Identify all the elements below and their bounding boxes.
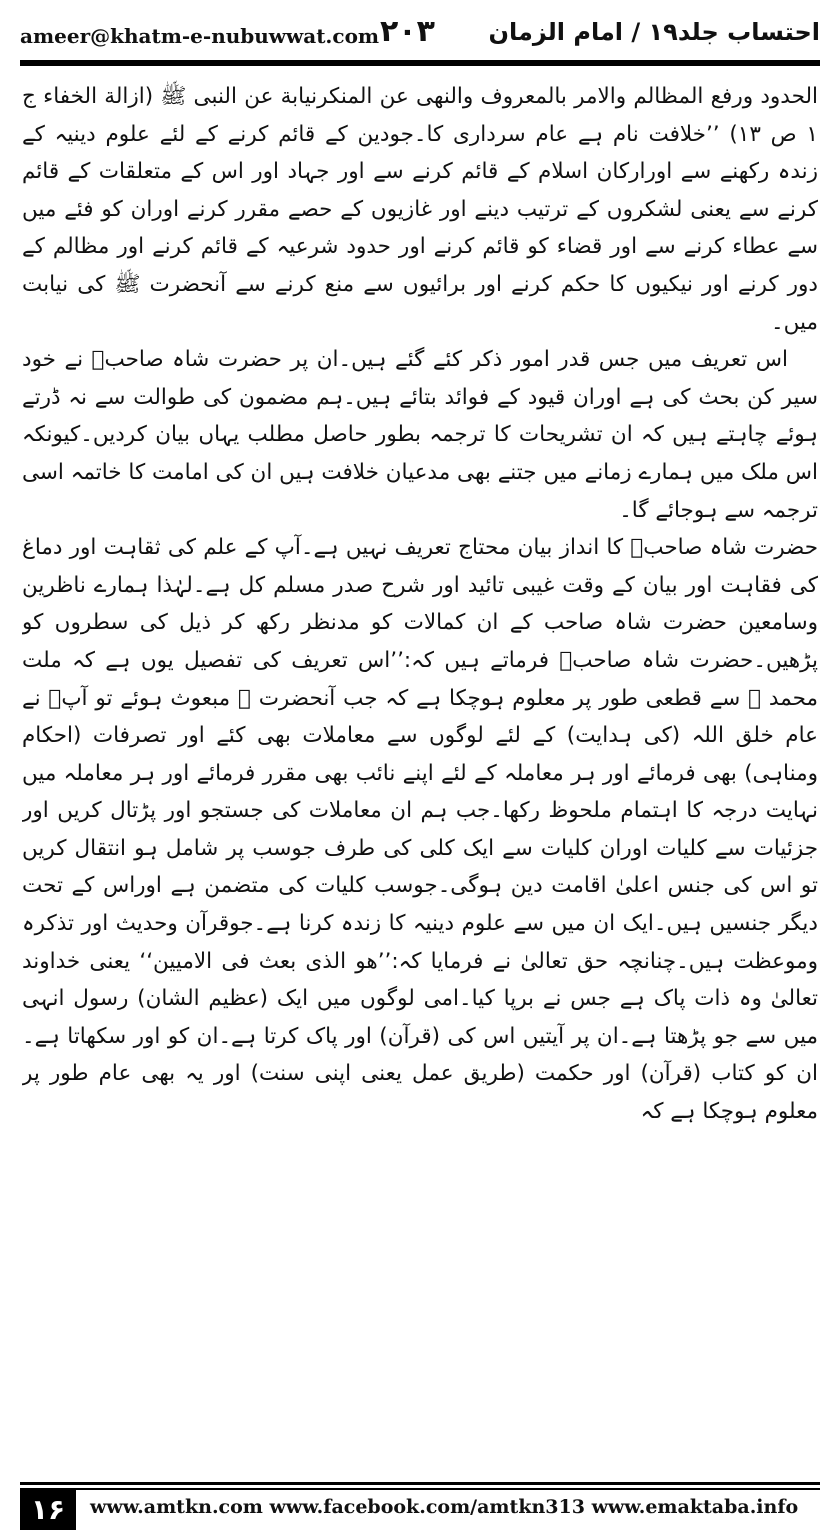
document-body [22, 78, 818, 1466]
page-footer [20, 1478, 820, 1530]
header-rule [20, 60, 820, 66]
footer-rule [20, 1482, 820, 1485]
paragraph-3: حضرت شاہ صاحبؒ کا انداز بیان محتاج تعریف نہیں ہے۔آپ کے علم کی ثقاہت اور دماغ کی فقاہت اور بیان کے وقت غیبی تائید اور شرح صدر مسلم کل ہے۔لہٰذا ہمارے ناظرین وسامعین حضرت شاہ صاحب کے ان کمالات کو مدنظر رکھ کر ذیل کی سطروں کو پڑھیں۔حضرت شاہ صاحبؒ فرماتے ہیں کہ:’’اس تعریف کی تفصیل یوں ہے کہ ملت محمد ﷺ سے قطعی طور پر معلوم ہوچکا ہے کہ جب آنحضرت ﷺ مبعوث ہوئے تو آپؐ نے عام خلق اللہ (کی ہدایت) کے لئے لوگوں سے معاملات بھی کئے اور تصرفات (احکام ومناہی) بھی فرمائے اور ہر معاملہ کے لئے اپنے نائب بھی مقرر فرمائے اور ہر معاملہ میں نہایت درجہ کا اہتمام ملحوظ رکھا۔جب ہم ان معاملات کی جستجو اور پڑتال کریں اور جزئیات سے کلیات اوران کلیات سے ایک کلی کی طرف جوسب پر شامل ہو انتقال کریں تو اس کی جنس اعلیٰ اقامت دین ہوگی۔جوسب کلیات کی متضمن ہے اوراس کے تحت دیگر جنسیں ہیں۔ایک ان میں سے علوم دینیہ کا زندہ کرنا ہے۔جوقرآن وحدیث اور تذکرہ وموعظت ہیں۔چنانچہ حق تعالیٰ نے فرمایا کہ:’’هو الذی بعث فی الامیین‘‘ یعنی خداوند تعالیٰ وہ ذات پاک ہے جس نے برپا کیا۔امی لوگوں میں ایک (عظیم الشان) رسول انہی میں سے جو پڑھتا ہے۔ان پر آیتیں اس کی (قرآن) اور پاک کرتا ہے۔ان کو اور سکھاتا ہے۔ان کو کتاب (قرآن) اور حکمت (طریق عمل یعنی اپنی سنت) اور یہ بھی عام طور پر معلوم ہوچکا ہے کہ [22, 535, 818, 1125]
header-page-number: ۲۰۳ [380, 14, 435, 49]
footer-page-number: ۱۶ [20, 1490, 76, 1530]
page-header [20, 10, 820, 56]
paragraph-1: الحدود ورفع المظالم والامر بالمعروف والنهی عن المنکرنیابة عن النبی ﷺ (ازالة الخفاء ج ۱ ص ۱۳) ’’خلافت نام ہے عام سرداری کا۔جودین کے قائم کرنے کے لئے علوم دینیہ کے زندہ رکھنے سے اورارکان اسلام کے قائم کرنے سے اور جہاد اور اس کے متعلقات کے قائم کرنے سے یعنی لشکروں کے ترتیب دینے اور غازیوں کے حصے مقرر کرنے اوران کو فئے میں سے عطاء کرنے سے اور قضاء کو قائم کرنے اور حدود شرعیہ کے قائم کرنے اور مظالم کے دور کرنے اور نیکیوں کا حکم کرنے اور برائیوں سے منع کرنے سے آنحضرت ﷺ کی نیابت میں۔ [22, 84, 818, 335]
footer-rule-thin [20, 1488, 820, 1490]
header-title: احتساب جلد۱۹ / امام الزمان [488, 18, 820, 46]
footer-links: www.amtkn.com www.facebook.com/amtkn313 www.emaktaba.info [90, 1496, 799, 1518]
header-email: ameer@khatm-e-nubuwwat.com [20, 24, 380, 48]
paragraph-2: اس تعریف میں جس قدر امور ذکر کئے گئے ہیں۔ان پر حضرت شاہ صاحبؒ نے خود سیر کن بحث کی ہے اوران قیود کے فوائد بتائے ہیں۔ہم مضمون کی طوالت سے نہ ڈرتے ہوئے چاہتے ہیں کہ ان تشریحات کا ترجمہ بطور حاصل مطلب یہاں بیان کردیں۔کیونکہ اس ملک میں ہمارے زمانے میں جتنے بھی مدعیان خلافت ہیں ان کی امامت کا خاتمہ اسی ترجمہ سے ہوجائے گا۔ [22, 347, 818, 523]
